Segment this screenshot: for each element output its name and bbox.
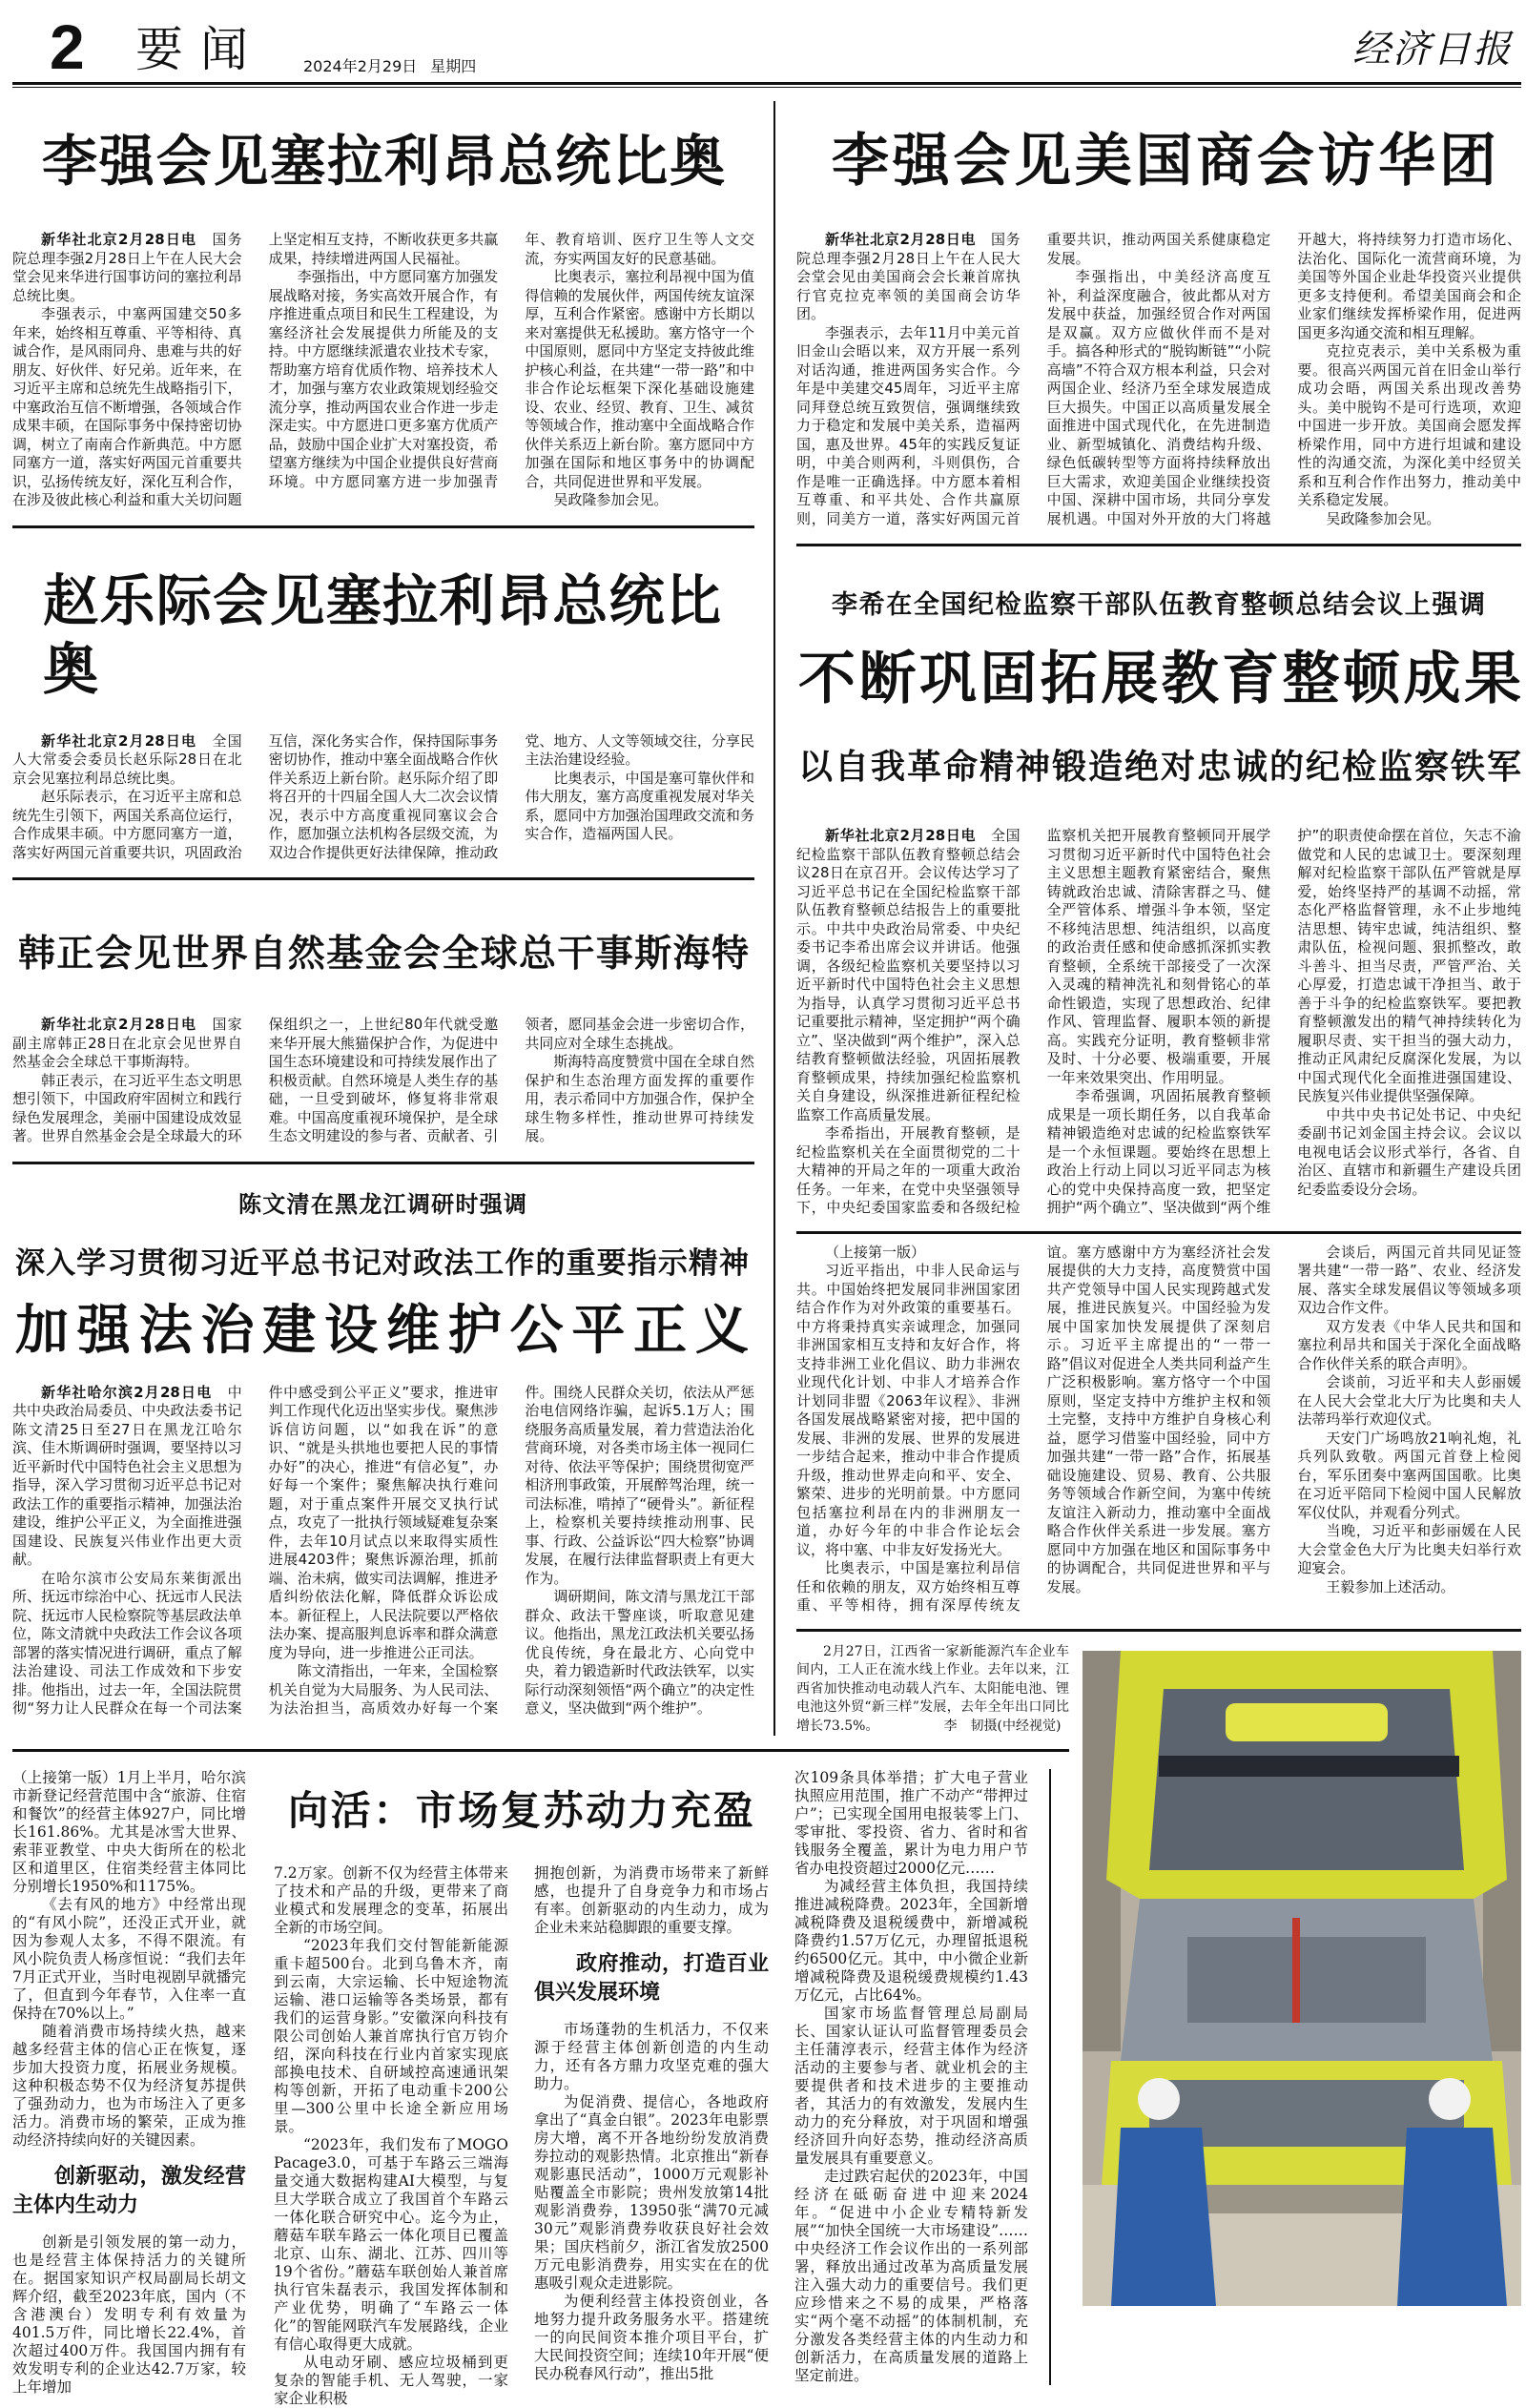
article-body — [12, 732, 754, 863]
paragraph — [12, 231, 242, 305]
article-li-xi — [796, 590, 1521, 1218]
paragraph — [796, 231, 1021, 324]
paragraph: 7.2万家。创新不仅为经营主体带来了技术和产品的升级，更带来了商业模式和发展理念的变革，拓展出全新的市场空间。 — [274, 1864, 508, 1937]
paragraph: 李希指出，开展教育整顿，是纪检监察机关在全面贯彻党的二十大精神的开局之年的一项重大政治任务。一年来，在党中央坚强领导下，中央纪委国家监委和各级纪检监察机关把开展教育整顿同开展学习贯彻习近平新时代中国特色社会主义思想主题教育紧密结合，聚焦铸就政治忠诚、清除害群之马、健全严管体系、增强斗争本领，坚定不移纯洁思想、纯洁组织，以高度的政治责任感和使命感抓深抓实教育整顿，全系统干部接受了一次深入灵魂的精神洗礼和刻骨铭心的革命性锻造，实现了思想政治、纪律作风、管理监督、履职本领的新提高。实践充分证明，教育整顿非常及时、十分必要、极端重要，开展一年来效果突出、作用明显。 — [796, 827, 1270, 1218]
paragraph: 王毅参加上述活动。 — [1297, 1578, 1521, 1597]
paragraph: 韩正表示，在习近平生态文明思想引领下，中国政府牢固树立和践行绿色发展理念，美丽中国建设成效显著。世界自然基金会是全球最大的环保组织之一，上世纪80年代就受邀来华开展大熊猫保护合作，为促进中国生态环境建设和可持续发展作出了积极贡献。自然环境是人类生存的基础，一旦受到破坏，修复将非常艰难。中国高度重视环境保护，是全球生态文明建设的参与者、贡献者、引领者，愿同基金会进一步密切合作，共同应对全球生态挑战。 — [12, 1016, 754, 1146]
paragraph: 中共中央书记处书记、中央纪委副书记刘金国主持会议。会议以电视电话会议形式举行，各省、自治区、直辖市和新疆生产建设兵团纪委监委设分会场。 — [1297, 1106, 1521, 1200]
photo-caption-cell — [796, 1632, 1069, 1737]
paragraph — [12, 1016, 242, 1072]
article-body — [796, 827, 1521, 1218]
headline-line-1: 深入学习贯彻习近平总书记对政法工作的重要指示精神 — [15, 1235, 749, 1292]
factory-photo — [1083, 1632, 1521, 2408]
subheading: 创新驱动，激发经营主体内生动力 — [12, 2163, 246, 2220]
paragraph-text: 国务院总理李强2月28日上午在人民大会堂会见由美国商会会长兼首席执行官克拉克率领的美国商会访华团。 — [796, 231, 1021, 322]
paragraph: 李强表示，中塞两国建交50多年来，始终相互尊重、平等相待、真诚合作，是风雨同舟、患难与共的好朋友、好伙伴、好兄弟。近年来，在习近平主席和总统先生战略指引下，中塞政治互信不断增强，各领域合作成果丰硕，在国际事务中保持密切协调，树立了南南合作新典范。中方愿同塞方一道，落实好两国元首重要共识，弘扬传统友好，深化互利合作，在涉及彼此核心利益和重大关切问题上坚定相互支持，不断收获更多共赢成果，持续增进两国人民福祉。 — [12, 231, 498, 510]
caption-text: 2月27日，江西省一家新能源汽车企业车间内，工人正在流水线上作业。去年以来，江西省加快推动电动载人汽车、太阳能电池、锂电池这外贸“新三样”发展，去年全年出口同比增长73.5%。 — [796, 1644, 1069, 1734]
headline-line-2: 加强法治建设维护公平正义 — [15, 1302, 749, 1361]
subheading: 政府推动，打造百业俱兴发展环境 — [534, 1950, 769, 2007]
paragraph — [12, 732, 242, 789]
dateline: 新华社北京2月28日电 — [825, 231, 976, 248]
section-rule — [12, 877, 754, 880]
text-column-1 — [12, 1769, 246, 2397]
article-market-recovery — [12, 1736, 1069, 2408]
dateline: 新华社哈尔滨2月28日电 — [41, 1384, 212, 1401]
paragraph: 国家市场监督管理总局副局长、国家认证认可监督管理委员会主任蒲淳表示，经营主体作为经济活动的主要参与者、就业机会的主要提供者和技术进步的主要推动者，其活力的有效激发，发展内生动力的充分释放，对于巩固和增强经济回升向好态势，推动经济高质量发展具有重要意义。 — [794, 2005, 1028, 2168]
paragraph: 双方发表《中华人民共和国和塞拉利昂共和国关于深化全面战略合作伙伴关系的联合声明》。 — [1297, 1318, 1521, 1374]
paragraph: 比奥表示，中国是塞可靠伙伴和伟大朋友，塞方高度重视发展对华关系，愿同中方加强治国理政交流和务实合作，造福两国人民。 — [525, 770, 754, 844]
paragraph-text: 国务院总理李强2月28日上午在人民大会堂会见来华进行国事访问的塞拉利昂总统比奥。 — [12, 231, 242, 304]
article-xi-bio-continued — [796, 1244, 1521, 1616]
paragraph: 陈文清指出，一年来，全国检察机关自觉为大局服务、为人民司法、为法治担当，高质效办好每一个案件。围绕人民群众关切，依法从严惩治电信网络诈骗，起诉5.1万人；围绕服务高质量发展，着力营造法治化营商环境，对各类市场主体一视同仁对待、依法平等保护；围绕贯彻宽严相济刑事政策，开展醉驾治理，统一司法标准，啃掉了“硬骨头”。新征程上，检察机关要持续推动刑事、民事、行政、公益诉讼“四大检察”协调发展，在履行法律监督职责上有更大作为。 — [269, 1384, 754, 1719]
paragraph: 《去有风的地方》中经常出现的“有风小院”，还没正式开业，就因为参观人太多，不得不限流。有风小院负责人杨彦恒说：“我们去年7月正式开业，当时电视剧早就播完了，但直到今年春节，入住率一直保持在70%以上。” — [12, 1896, 246, 2023]
section-rule — [796, 544, 1521, 546]
masthead-logo: 经济日报 — [1352, 25, 1513, 74]
dateline: 新华社北京2月28日电 — [41, 1016, 196, 1033]
headline: 韩正会见世界自然基金会全球总干事斯海特 — [18, 924, 749, 985]
paragraph: 为减经营主体负担，我国持续推进减税降费。2023年，全国新增减税降费及退税缓费中，新增减税降费约1.57万亿元，办理留抵退税约6500亿元。其中，中小微企业新增减税降费及退税缓费规模约1.43万亿元，占比64%。 — [794, 1878, 1028, 2005]
headline-line-2: 以自我革命精神锻造绝对忠诚的纪检监察铁军 — [798, 737, 1521, 798]
paragraph: 会谈前，习近平和夫人彭丽媛在人民大会堂北大厅为比奥和夫人法蒂玛举行欢迎仪式。 — [1297, 1373, 1521, 1430]
column-divider — [754, 101, 796, 1736]
section-rule — [796, 1231, 1521, 1234]
paragraph: 李强指出，中方愿同塞方加强发展战略对接，务实高效开展合作，有序推进重点项目和民生工程建设，为塞经济社会发展提供力所能及的支持。中方愿继续派遣农业技术专家，帮助塞方培育优质作物、培养技术人才，加强与塞方农业政策规划经验交流分享，推动两国农业合作进一步走深走实。中方愿进口更多塞方优质产品，鼓励中国企业扩大对塞投资，希望塞方继续为中国企业提供良好营商环境。中方愿同塞方进一步加强青年、教育培训、医疗卫生等人文交流，夯实两国友好的民意基础。 — [269, 231, 754, 510]
headline-line-1: 不断巩固拓展教育整顿成果 — [798, 646, 1521, 712]
headline: 向活：市场复苏动力充盈 — [288, 1784, 753, 1838]
paragraph: 在哈尔滨市公安局东莱街派出所、抚远市综治中心、抚远市人民法院、抚远市人民检察院等基层政法单位，陈文清就中央政法工作会议各项部署的落实情况进行调研，重点了解法治建设、司法工作成效和下步安排。他指出，过去一年，全国法院贯彻“努力让人民群众在每一个司法案件中感受到公平正义”要求，推进审判工作现代化迈出坚实步伐。聚焦涉诉信访问题，以“如我在诉”的意识、“就是头拱地也要把人民的事情办好”的决心，推进“有信必复”，办好每一个案件；聚焦解决执行难问题，对于重点案件开展交叉执行试点，攻克了一批执行领域疑难复杂案件，去年10月试点以来取得实质性进展4203件；聚焦诉源治理，抓前端、治未病，做实司法调解，推进矛盾纠纷依法化解，降低群众诉讼成本。新征程上，人民法院要以严格依法办案、提高服判息诉率和群众满意度为导向，进一步推进公正司法。 — [12, 1384, 498, 1719]
bottom-box — [12, 1749, 1069, 2408]
paragraph: 拥抱创新，为消费市场带来了新鲜感，也提升了自身竞争力和市场占有率。创新驱动的内生动力，成为企业未来站稳脚跟的重要支撑。 — [534, 1864, 769, 1937]
section-rule — [12, 1162, 754, 1164]
paragraph: 习近平指出，中非人民命运与共。中国始终把发展同非洲国家团结合作作为对外政策的重要基石。中方将秉持真实亲诚理念，加强同非洲国家相互支持和友好合作，将支持非洲工业化倡议、助力非洲农业现代化计划、中非人才培养合作计划同非盟《2063年议程》、非洲各国发展战略紧密对接，把中国的发展、非洲的发展、世界的发展进一步结合起来，推动中非合作提质升级，推动世界走向和平、安全、繁荣、进步的光明前景。中方愿同包括塞拉利昂在内的非洲朋友一道，办好今年的中非合作论坛会议，将中塞、中非友好发扬光大。 — [796, 1262, 1021, 1559]
article-body — [12, 1384, 754, 1719]
paragraph: 走过跌宕起伏的2023年，中国经济在砥砺奋进中迎来2024年。“促进中小企业专精特新发展”“加快全国统一大市场建设”……中央经济工作会议作出的一系列部署，释放出通过改革为高质量发展注入强大动力的重要信号。我们更应珍惜来之不易的成果，严格落实“两个毫不动摇”的体制机制，充分激发各类经营主体的内生动力和创新活力，在高质量发展的道路上坚定前进。 — [794, 2168, 1028, 2385]
paragraph: 为便利经营主体投资创业，各地努力提升政务服务水平。搭建统一的向民间资本推介项目平台，扩大民间投资空间；连续10年开展“便民办税春风行动”，推出5批 — [534, 2293, 769, 2383]
issue-date — [303, 57, 489, 76]
article-han-zheng — [12, 924, 754, 1146]
paragraph-text: 全国纪检监察干部队伍教育整顿总结会议28日在京召开。会议传达学习了习近平总书记在全国纪检监察干部队伍教育整顿总结报告上的重要批示。中共中央政治局常委、中央纪委书记李希出席会议并讲话。他强调，各级纪检监察机关要坚持以习近平新时代中国特色社会主义思想为指导，认真学习贯彻习近平总书记重要批示精神，坚定拥护“两个确立”、坚决做到“两个维护”，深入总结教育整顿做法经验，巩固拓展教育整顿成果，持续加强纪检监察机关自身建设，纵深推进新征程纪检监察工作高质量发展。 — [796, 827, 1021, 1123]
paragraph: “2023年，我们发布了MOGO Pacage3.0，可基于车路云三端海量交通大数据构建AI大模型，与复旦大学联合成立了我国首个车路云一体化联合研究中心。迄今为止，蘑菇车联车路云一体化项目已覆盖北京、山东、湖北、江苏、四川等19个省份。”蘑菇车联创始人兼首席执行官朱磊表示，我国发挥体制和产业优势，明确了“车路云一体化”的智能网联汽车发展路线，企业有信心取得更大成就。 — [274, 2136, 508, 2354]
paragraph: 赵乐际表示，在习近平主席和总统先生引领下，两国关系高位运行，合作成果丰硕。中方愿同塞方一道，落实好两国元首重要共识，巩固政治互信，深化务实合作，保持国际事务密切协作，推动中塞全面战略合作伙伴关系迈上新台阶。赵乐际介绍了即将召开的十四届全国人大二次会议情况，表示中方高度重视同塞议会合作，愿加强立法机构各层级交流，为双边合作提供更好法律保障，推动政党、地方、人文等领域交往，分享民主法治建设经验。 — [12, 732, 754, 863]
paragraph: 吴政隆参加会见。 — [525, 491, 754, 510]
header-rule-thin — [12, 87, 1521, 88]
title-and-middle-columns — [274, 1769, 769, 2408]
article-body — [796, 231, 1521, 528]
section-name: 要闻 — [135, 23, 265, 76]
paragraph: 创新是引领发展的第一动力，也是经营主体保持活力的关键所在。据国家知识产权局副局长胡文辉介绍，截至2023年底，国内（不含港澳台）发明专利有效量为401.5万件，同比增长22.4%，首次超过400万件。我国国内拥有有效发明专利的企业达42.7万家，较上年增加 — [12, 2233, 246, 2397]
photo-caption — [796, 1643, 1069, 1737]
paragraph — [12, 1384, 242, 1570]
paragraph: 调研期间，陈文清与黑龙江干部群众、政法干警座谈，听取意见建议。他指出，黑龙江政法机关要弘扬优良传统，身在最北方、心向党中央，着力锻造新时代政法铁军，以实际行动深刻领悟“两个确立”的决定性意义，坚决做到“两个维护”。 — [525, 1588, 754, 1719]
text-column-4 — [794, 1769, 1051, 2385]
dateline: 新华社北京2月28日电 — [41, 732, 196, 750]
headline: 李强会见美国商会访华团 — [832, 128, 1496, 195]
paragraph: （上接第一版）1月上半月，哈尔滨市新登记经营范围中含“旅游、住宿和餐饮”的经营主体927户，同比增长161.86%。尤其是冰雪大世界、索菲亚教堂、中央大街所在的松北区和道里区，住宿类经营主体同比分别增长1950%和1175%。 — [12, 1769, 246, 1896]
paragraph: 吴政隆参加会见。 — [1297, 510, 1521, 529]
paragraph: 天安门广场鸣放21响礼炮，礼兵列队致敬。两国元首登上检阅台，军乐团奏中塞两国国歌。比奥在习近平陪同下检阅中国人民解放军仪仗队，并观看分列式。 — [1297, 1430, 1521, 1523]
jump-note: （上接第一版） — [796, 1244, 1021, 1263]
kicker: 陈文清在黑龙江调研时强调 — [238, 1189, 526, 1220]
paragraph: 从电动牙刷、感应垃圾桶到更复杂的智能手机、无人驾驶，一家家企业积极 — [274, 2354, 508, 2408]
page-number: 2 — [50, 13, 85, 80]
paragraph: “2023年我们交付智能新能源重卡超500台。北到乌鲁木齐，南到云南，大宗运输、长中短途物流运输、港口运输等各类场景，都有我们的运营身影。”安徽深向科技有限公司创始人兼首席执行官万钧介绍，深向科技在行业内首家实现底部换电技术、自研域控高速通讯架构等创新，开拓了电动重卡200公里—300公里中长途全新应用场景。 — [274, 1937, 508, 2136]
article-body — [796, 1244, 1521, 1616]
section-rule — [12, 525, 754, 528]
kicker: 李希在全国纪检监察干部队伍教育整顿总结会议上强调 — [832, 590, 1485, 621]
weekday: 星期四 — [430, 57, 476, 75]
paragraph: 克拉克表示，美中关系极为重要。很高兴两国元首在旧金山举行成功会晤，两国关系出现改善势头。美中脱钩不是可行选项，欢迎中国进一步开放。美国商会愿发挥桥梁作用，同中方进行坦诚和建设性的沟通交流，为深化美中经贸关系和互利合作作出努力，推动美中关系稳定发展。 — [1297, 342, 1521, 510]
paragraph: 次109条具体举措；扩大电子营业执照应用范围，推广不动产“带押过户”；已实现全国用电报装零上门、零审批、零投资、省力、省时和省钱服务全覆盖，累计为电力用户节省办电投资超过2000亿元…… — [794, 1769, 1028, 1878]
header-rule — [12, 82, 1521, 85]
ev-assembly-line-image — [1083, 1651, 1521, 2306]
article-chen-wenqing — [12, 1189, 754, 1719]
text-column-2 — [274, 1864, 508, 2408]
paragraph: 李强指出，中美经济高度互补，利益深度融合，彼此都从对方发展中获益，加强经贸合作对两国是双赢。双方应做伙伴而不是对手。搞各种形式的“脱钩断链”“小院高墙”不符合双方根本利益，只会对两国企业、经济乃至全球发展造成巨大损失。中国正以高质量发展全面推进中国式现代化，在先进制造业、新型城镇化、消费结构升级、绿色低碳转型等方面将持续释放出巨大需求，欢迎美国企业继续投资中国、深耕中国市场，共同分享发展机遇。中国对外开放的大门将越开越大，将持续努力打造市场化、法治化、国际化一流营商环境，为美国等外国企业赴华投资兴业提供更多支持便利。希望美国商会和企业家们继续发挥桥梁作用，促进两国更多沟通交流和相互理解。 — [1047, 231, 1521, 528]
dateline: 新华社北京2月28日电 — [825, 827, 976, 844]
headline: 赵乐际会见塞拉利昂总统比奥 — [43, 566, 721, 704]
paragraph-text: 全国人大常委会委员长赵乐际28日在北京会见塞拉利昂总统比奥。 — [12, 732, 242, 787]
article-li-qiang-bio — [12, 128, 754, 510]
paragraph: 比奥表示，塞拉利昂视中国为值得信赖的发展伙伴，两国传统友谊深厚，互利合作紧密。感谢中方长期以来对塞提供无私援助。塞方恪守一个中国原则，愿同中方坚定支持彼此维护核心利益，在共建“一带一路”和中非合作论坛框架下深化基础设施建设、农业、经贸、教育、卫生、减贫等领域合作，推动塞中全面战略合作伙伴关系迈上新台阶。塞方愿同中方加强在国际和地区事务中的协调配合，共同促进世界和平发展。 — [525, 268, 754, 491]
paragraph: 比奥表示，中国是塞拉利昂信任和依赖的朋友，双方始终相互尊重、平等相待，拥有深厚传统友谊。塞方感谢中方为塞经济社会发展提供的大力支持，高度赞赏中国共产党领导中国人民实现跨越式发展，推进民族复兴。中国经验为发展中国家加快发展提供了深刻启示。习近平主席提出的“一带一路”倡议对促进全人类共同利益产生广泛积极影响。塞方恪守一个中国原则，坚定支持中方维护主权和领土完整，支持中方维护自身核心利益，愿学习借鉴中国经验，同中方加强共建“一带一路”合作，拓展基础设施建设、贸易、教育、公共服务等领域合作新空间，为塞中传统友谊注入新动力，推动塞中全面战略合作伙伴关系进一步发展。塞方愿同中方加强在地区和国际事务中的协调配合，共同促进世界和平与发展。 — [796, 1244, 1270, 1616]
article-li-qiang-uscc — [796, 128, 1521, 528]
left-column — [12, 101, 754, 1736]
dateline: 新华社北京2月28日电 — [41, 231, 196, 248]
middle-columns — [274, 1864, 769, 2408]
article-body — [12, 231, 754, 510]
paragraph: 会谈后，两国元首共同见证签署共建“一带一路”、农业、经济发展、落实全球发展倡议等领域多项双边合作文件。 — [1297, 1244, 1521, 1318]
headline: 李强会见塞拉利昂总统比奥 — [42, 128, 725, 195]
paragraph-text: 国家副主席韩正28日在北京会见世界自然基金会全球总干事斯海特。 — [12, 1016, 242, 1070]
paragraph — [796, 827, 1021, 1124]
paragraph: 当晚，习近平和彭丽媛在人民大会堂金色大厅为比奥夫妇举行欢迎宴会。 — [1297, 1522, 1521, 1578]
right-column — [796, 101, 1521, 1632]
paragraph: 市场蓬勃的生机活力，不仅来源于经营主体创新创造的内生动力，还有各方鼎力攻坚克难的强大助力。 — [534, 2021, 769, 2093]
page-grid — [12, 101, 1521, 2408]
paragraph: 李强表示，去年11月中美元首旧金山会晤以来，双方开展一系列对话沟通，推进两国务实合作。今年是中美建交45周年，习近平主席同拜登总统互致贺信，强调继续致力于稳定和发展中美关系，造福两国，惠及世界。45年的实践反复证明，中美合则两利，斗则俱伤，合作是唯一正确选择。中方愿本着相互尊重、和平共处、合作共赢原则，同美方一道，落实好两国元首重要共识，推动两国关系健康稳定发展。 — [796, 231, 1270, 528]
text-column-3 — [534, 1864, 769, 2408]
paragraph: 李希强调，巩固拓展教育整顿成果是一项长期任务，以自我革命精神锻造绝对忠诚的纪检监察铁军是一个永恒课题。要始终在思想上政治上行动上同以习近平同志为核心的党中央保持高度一致，把坚定拥护“两个确立”、坚决做到“两个维护”的职责使命摆在首位，矢志不渝做党和人民的忠诚卫士。要深刻理解对纪检监察干部队伍严管就是厚爱，始终坚持严的基调不动摇，常态化严格监督管理，永不止步地纯洁思想、铸牢忠诚，纯洁组织、整肃队伍，检视问题、狠抓整改，敢斗善斗、担当尽责，严管严治、关心厚爱，打造忠诚干净担当、敢于善于斗争的纪检监察铁军。要把教育整顿激发出的精气神持续转化为履职尽责、实干担当的强大动力，推动正风肃纪反腐深化发展，为以中国式现代化全面推进强国建设、民族复兴伟业提供坚强保障。 — [1047, 827, 1521, 1218]
article-body — [12, 1016, 754, 1146]
article-zhao-leji — [12, 566, 754, 863]
paragraph: 随着消费市场持续火热，越来越多经营主体的信心正在恢复，逐步加大投资力度，拓展业务规模。这种积极态势不仅为经济复苏提供了强劲动力，也为市场注入了更多活力。消费市场的繁荣，正成为推动经济持续向好的关键因素。 — [12, 2023, 246, 2150]
paragraph: 斯海特高度赞赏中国在全球自然保护和生态治理方面发挥的重要作用，表示希同中方加强合作，保护全球生物多样性，推动世界可持续发展。 — [525, 1053, 754, 1146]
photo-credit: 李 韧摄(中经视觉) — [917, 1718, 1061, 1737]
paragraph-text: 中共中央政治局委员、中央政法委书记陈文清25日至27日在黑龙江哈尔滨、佳木斯调研时强调，要坚持以习近平新时代中国特色社会主义思想为指导，深入学习贯彻习近平总书记对政法工作的重要指示精神，加强法治建设，维护公平正义，为全面推进强国建设、民族复兴伟业作出更大贡献。 — [12, 1384, 242, 1569]
date: 2024年2月29日 — [303, 57, 417, 75]
paragraph: 为促消费、提信心，各地政府拿出了“真金白银”。2023年电影票房大增，离不开各地纷纷发放消费券拉动的观影热情。北京推出“新春观影惠民活动”，1000万元观影补贴覆盖全市影院；贵州发放第14批观影消费券，13950张“满70元减30元”观影消费券收获良好社会效果；国庆档前夕，浙江省发放2500万元电影消费券，用实实在在的优惠吸引观众走进影院。 — [534, 2093, 769, 2293]
